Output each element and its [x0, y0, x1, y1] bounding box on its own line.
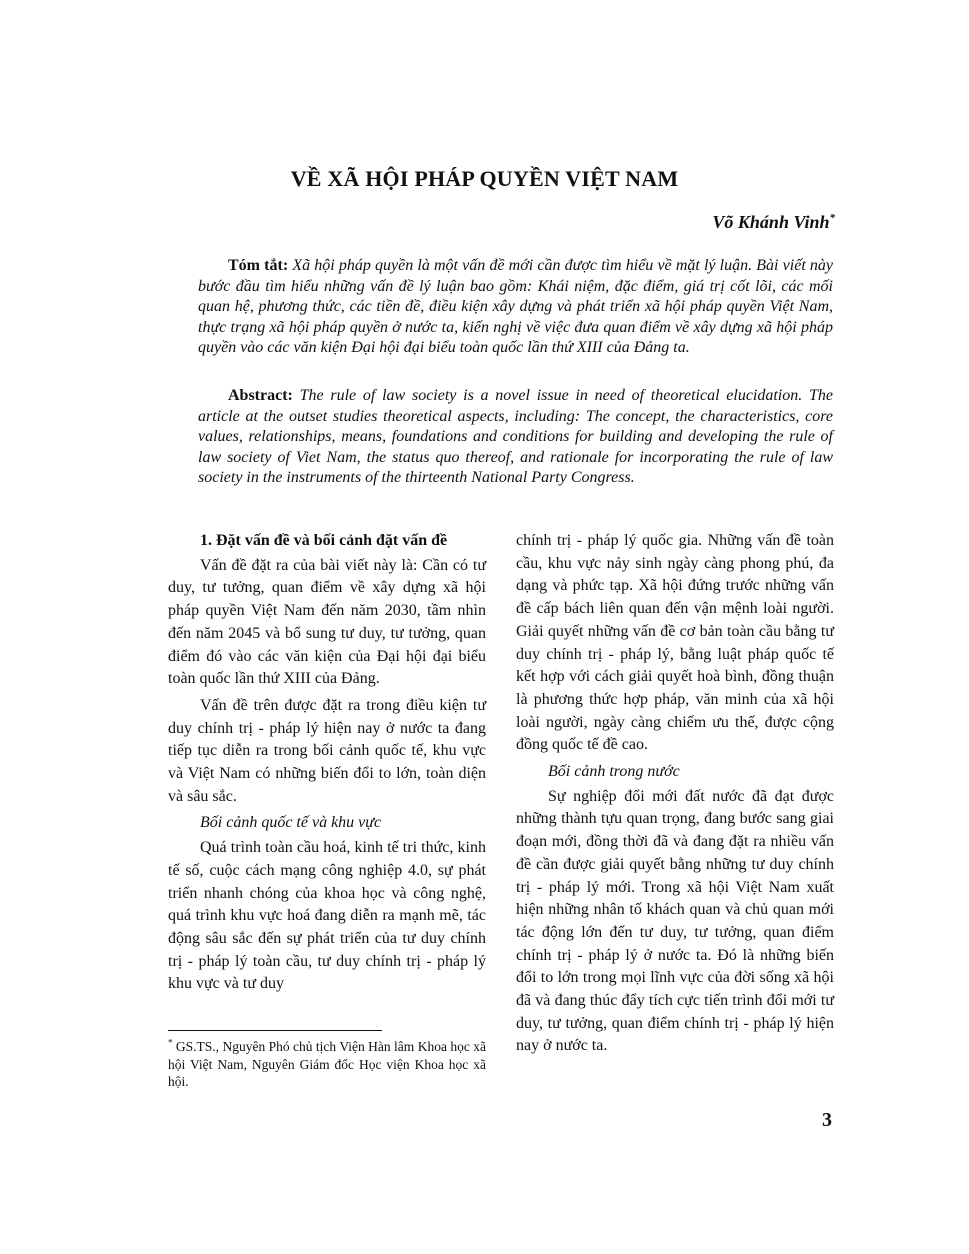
author-name: Võ Khánh Vinh [712, 212, 830, 232]
footnote-divider [168, 1030, 382, 1031]
subheading-domestic: Bối cảnh trong nước [548, 763, 680, 781]
author-line [712, 212, 835, 233]
summary-vi-label: Tóm tắt: [228, 257, 289, 274]
left-column [168, 530, 486, 1000]
page-number: 3 [822, 1109, 832, 1131]
summary-en-label: Abstract: [228, 387, 293, 404]
footnote-mark: * [168, 1037, 173, 1048]
summary-english [198, 386, 833, 489]
paragraph: chính trị - pháp lý quốc gia. Những vấn đề toàn cầu, khu vực nảy sinh ngày càng phong phú, đa dạng và phức tạp. Xã hội đứng trước những vấn đề cấp bách liên quan đến vận mệnh loài người. Giải quyết những vấn đề cơ bản toàn cầu bằng tư duy chính trị - pháp lý, bằng luật pháp quốc tế kết hợp với cách giải quyết hoà bình, đồng thuận là phương thức hợp pháp, văn minh của xã hội loài người, ngày càng chiếm ưu thế, được cộng đồng quốc tế đề cao. [516, 532, 834, 754]
summary-en-text: The rule of law society is a novel issue in need of theoretical elucidation. The article at the outset studies theoretical aspects, including: The concept, the characteristics, core values, relationships, means, foundations and conditions for building and developing the rule of law society of Viet Nam, the status quo thereof, and rationale for incorporating the rule of law society in the instruments of the thirteenth National Party Congress. [198, 387, 833, 487]
paragraph: Sự nghiệp đổi mới đất nước đã đạt được những thành tựu quan trọng, đang bước sang giai đoạn mới, đồng thời đã và đang đặt ra nhiều vấn đề cần được giải quyết bằng những tư duy chính trị - pháp lý mới. Trong xã hội Việt Nam xuất hiện những nhân tố khách quan và chủ quan mới tác động lớn đến tư duy, tư tưởng, quan điểm chính trị - pháp lý ở nước ta. Đó là những biến đổi to lớn trong mọi lĩnh vực của đời sống xã hội đã và đang thúc đẩy tích cực tiến trình đổi mới tư duy, tư tưởng, quan điểm chính trị - pháp lý hiện nay ở nước ta. [516, 787, 834, 1055]
section-heading: 1. Đặt vấn đề và bối cảnh đặt vấn đề [200, 532, 448, 549]
article-title: VỀ XÃ HỘI PHÁP QUYỀN VIỆT NAM [290, 166, 679, 191]
paragraph: Vấn đề trên được đặt ra trong điều kiện tư duy chính trị - pháp lý hiện nay ở nước ta đang tiếp tục diễn ra trong bối cảnh quốc tế, khu vực và Việt Nam có những biến đổi to lớn, toàn diện và sâu sắc. [168, 696, 486, 805]
summary-vi-text: Xã hội pháp quyền là một vấn đề mới cần được tìm hiểu về mặt lý luận. Bài viết này bước đầu tìm hiểu những vấn đề lý luận bao gồm: Khái niệm, đặc điểm, giá trị cốt lõi, các mối quan hệ, phương thức, các tiền đề, điều kiện xây dựng và phát triển xã hội pháp quyền Việt Nam, thực trạng xã hội pháp quyền ở nước ta, kiến nghị về việc đưa quan điểm về xây dựng xã hội pháp quyền vào các văn kiện Đại hội đại biểu toàn quốc lần thứ XIII của Đảng ta. [198, 257, 834, 357]
subheading-international: Bối cảnh quốc tế và khu vực [200, 814, 382, 832]
summary-vietnamese [198, 256, 833, 359]
footnote [168, 1038, 486, 1091]
paragraph: Vấn đề đặt ra của bài viết này là: Cần có tư duy, tư tưởng, quan điểm về xây dựng xã hội pháp quyền Việt Nam đến năm 2030, tầm nhìn đến năm 2045 và bổ sung tư duy, tư tưởng, quan điểm đó vào các văn kiện của Đại hội đại biểu toàn quốc lần thứ XIII của Đảng. [168, 556, 486, 688]
footnote-text: GS.TS., Nguyên Phó chủ tịch Viện Hàn lâm Khoa học xã hội Việt Nam, Nguyên Giám đốc Học viện Khoa học xã hội. [168, 1039, 486, 1089]
paragraph: Quá trình toàn cầu hoá, kinh tế tri thức, kinh tế số, cuộc cách mạng công nghiệp 4.0, sự phát triển nhanh chóng của khoa học và công nghệ, quá trình khu vực hoá đang diễn ra mạnh mẽ, tác động sâu sắc đến sự phát triển của tư duy chính trị - pháp lý toàn cầu, tư duy chính trị - pháp lý khu vực và tư duy [168, 839, 486, 993]
author-footnote-mark: * [829, 212, 835, 224]
right-column [516, 530, 834, 1062]
